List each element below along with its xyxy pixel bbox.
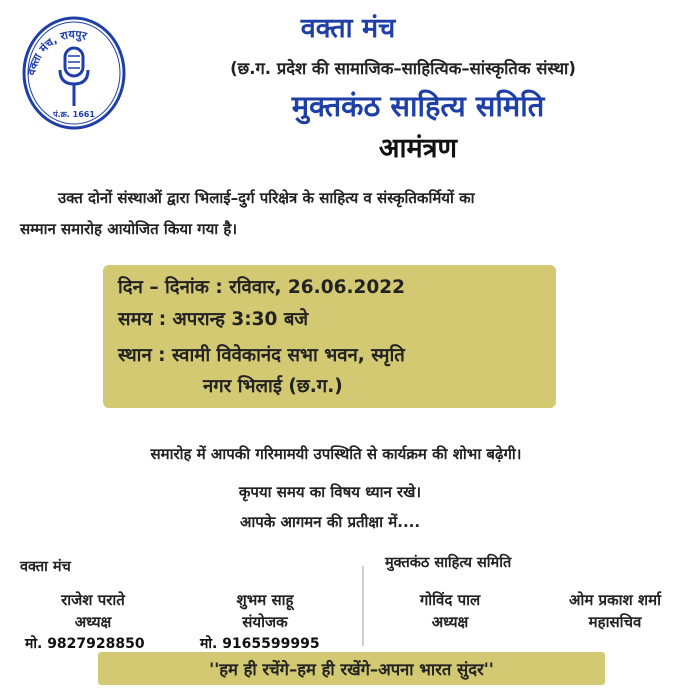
org1-subtitle: (छ.ग. प्रदेश की सामाजिक–साहित्यिक–सांस्कृतिक संस्था) (230, 59, 576, 78)
signature-divider (362, 566, 364, 646)
signatory-4-name: ओम प्रकाश शर्मा (569, 591, 661, 609)
slogan-text: ''हम ही रचेंगे–हम ही रखेंगे–अपना भारत सुंदर'' (209, 660, 494, 679)
logo-ring-text: वक्ता मंच, रायपुर (24, 27, 89, 77)
signatory-3-name: गोविंद पाल (419, 591, 481, 609)
signatory-2-name: शुभम साहू (236, 591, 294, 609)
event-venue-line-2: नगर भिलाई (छ.ग.) (203, 376, 343, 397)
signatory-1-role: अध्यक्ष (74, 613, 112, 631)
event-day-date: दिन – दिनांक : रविवार, 26.06.2022 (118, 277, 405, 298)
intro-line-1: उक्त दोनों संस्थाओं द्वारा भिलाई–दुर्ग परिक्षेत्र के साहित्य व संस्कृतिकर्मियों का (58, 189, 475, 207)
org2-title: मुक्तकंठ साहित्य समिति (291, 89, 545, 123)
signatory-2-role: संयोजक (242, 613, 288, 631)
closing-line-1: समारोह में आपकी गरिमामयी उपस्थिति से कार्यक्रम की शोभा बढ़ेगी। (150, 445, 522, 463)
right-org-label: मुक्तकंठ साहित्य समिति (385, 555, 512, 571)
signatory-1-phone: मो. 9827928850 (25, 636, 145, 652)
slogan-bar (98, 652, 605, 685)
logo-reg-text: पं.क्र. 1661 (53, 110, 95, 119)
org1-title: वक्ता मंच (300, 13, 396, 44)
signatory-3-role: अध्यक्ष (431, 613, 469, 631)
signatory-2-phone: मो. 9165599995 (200, 636, 320, 652)
intro-line-2: सम्मान समारोह आयोजित किया गया है। (20, 220, 238, 238)
event-time: समय : अपरान्ह 3:30 बजे (118, 309, 309, 330)
invitation-title: आमंत्रण (378, 133, 458, 164)
left-org-label: वक्ता मंच (20, 559, 71, 575)
closing-line-3: आपके आगमन की प्रतीक्षा में.... (239, 513, 421, 531)
signatory-1-name: राजेश पराते (61, 591, 125, 609)
closing-line-2: कृपया समय का विषय ध्यान रखे। (238, 483, 422, 501)
event-venue-line-1: स्थान : स्वामी विवेकानंद सभा भवन, स्मृति (118, 345, 405, 366)
signatory-4-role: महासचिव (588, 613, 642, 631)
intro-paragraph (20, 183, 676, 245)
